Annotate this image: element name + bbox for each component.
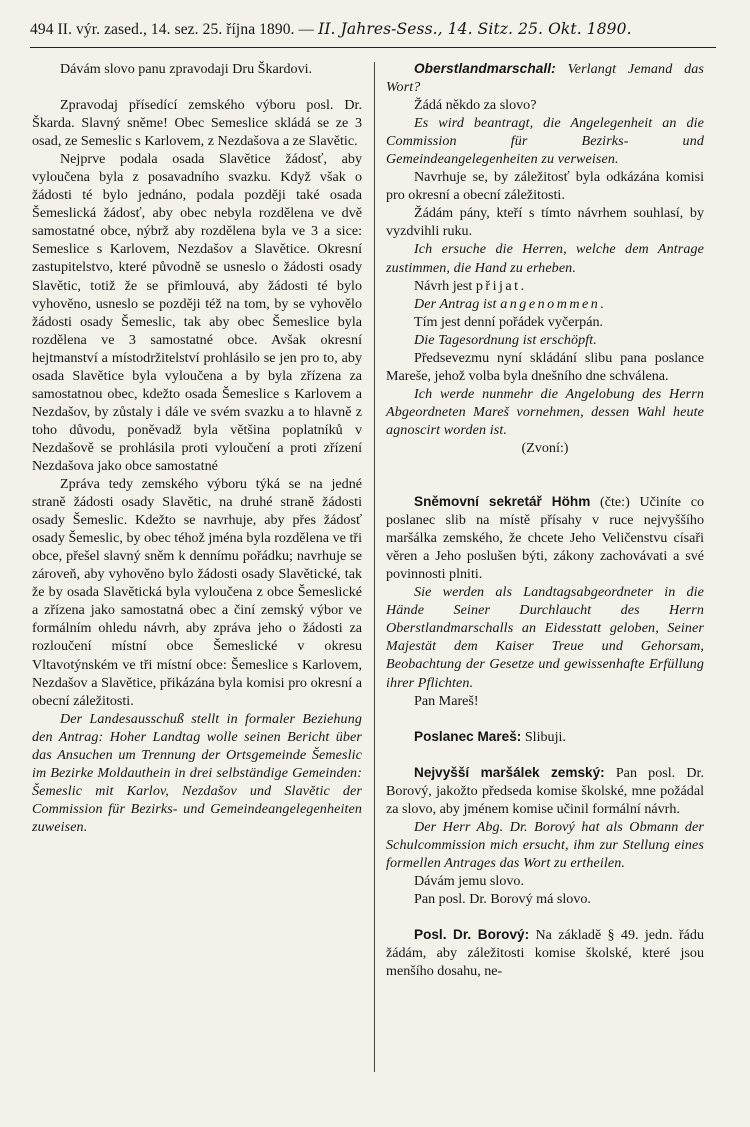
- page-header: [30, 20, 720, 44]
- right-paragraph: [386, 493, 704, 583]
- paragraph-text: Sie werden als Landtagsabgeordneter in die Hände Seiner Durchlaucht des Herrn Oberstlandmarschalls an Eidesstatt geloben, Seiner Majestät dem Kaiser Treue und Gehorsam, Beobachtung der Gesetze und gewissenhafte Erfüllung ihrer Pflichten.: [386, 584, 704, 691]
- paragraph-text: Zpráva tedy zemského výboru týká se na jedné straně žádosti osady Slavětic, na druhé straně žádosti osady Šemeslic. Kdežto se navrhuje, aby přes žádosť osady Šemeslic, by obec téhož jména byla rozdělena ve tři obce, přešel slavný sněm k dennímu pořádku; navrhuje se zároveň, aby vyhověno bylo žádosti osady Slavětické, tak že by osada Slavětická byla vyloučena z obce Šemeslické a zřízena jako samostatná obec a činí zemský výbor ve formálním ohledu návrh, aby zpráva jeho o žádosti za rozloučení místní obce Šemeslické v okresu Vltavotýnském ve tři místní obce: Šemeslice s Karlovem, Nezdašov a Slavětice, přikázána byla komisi pro okresní a obecní záležitosti.: [32, 476, 362, 709]
- right-paragraph: [386, 764, 704, 818]
- header-german: II. Jahres-Sess., 14. Sitz. 25. Okt. 1890.: [318, 20, 632, 38]
- right-paragraph: [386, 583, 704, 691]
- paragraph-text: Zpravodaj přísedící zemského výboru posl. Dr. Škarda. Slavný sněme! Obec Semeslice skládá se ze 3 osad, ze Semeslic s Karlovem, z Nezdašova a ze Slavětic.: [32, 97, 362, 150]
- right-paragraph: [386, 872, 704, 890]
- left-column: [32, 60, 362, 836]
- paragraph-text: Předsevezmu nyní skládání slibu pana poslance Mareše, jehož volba byla dnešního dne schválena.: [386, 349, 704, 384]
- header-rule: [30, 47, 716, 48]
- right-paragraph: [386, 168, 704, 204]
- paragraph-text: Návrh jest přijat.: [414, 277, 527, 294]
- paragraph-text: Pan Mareš!: [414, 692, 479, 709]
- paragraph-text: Ich ersuche die Herren, welche dem Antrage zustimmen, die Hand zu erheben.: [386, 241, 704, 276]
- speaker-name: Oberstlandmarschall:: [414, 61, 556, 76]
- left-paragraph: [32, 150, 362, 475]
- left-paragraph: [32, 60, 362, 78]
- paragraph-text: Pan posl. Dr. Borový má slovo.: [414, 890, 591, 907]
- right-paragraph: [386, 728, 704, 746]
- speaker-name: Poslanec Mareš:: [414, 728, 522, 744]
- right-paragraph: [386, 114, 704, 168]
- paragraph-text: Ich werde nunmehr die Angelobung des Herrn Abgeordneten Mareš vornehmen, dessen Wahl heute agnoscirt worden ist.: [386, 385, 704, 438]
- right-paragraph: [386, 60, 704, 96]
- right-paragraph: [386, 277, 704, 295]
- speaker-name: Posl. Dr. Borový:: [414, 927, 530, 943]
- speaker-name: Sněmovní sekretář Höhm: [414, 494, 591, 510]
- left-paragraph: [32, 96, 362, 150]
- right-paragraph: [386, 349, 704, 385]
- paragraph-text: Der Landesausschuß stellt in formaler Beziehung den Antrag: Hoher Landtag wolle seinen Bericht über das Ansuchen um Trennung der Ortsgemeinde Šemeslic im Bezirke Moldauthein in drei selbständige Gemeinden: Šemeslic mit Karlov, Nezdašov und Slavětic der Commission für Bezirks- und Gemeindeangelegenheiten zuweisen.: [32, 710, 362, 835]
- paragraph-text: Dávám slovo panu zpravodaji Dru Škardovi.: [60, 61, 313, 77]
- right-paragraph: [386, 926, 704, 980]
- paragraph-text: Die Tagesordnung ist erschöpft.: [414, 331, 597, 348]
- paragraph-text: Pan posl. Dr. Borový, jakožto předseda komise školské, mne požádal za slovo, aby jménem komise učinil formální návrh.: [386, 764, 704, 817]
- right-paragraph: [386, 240, 704, 276]
- page-number: 494: [30, 21, 54, 38]
- column-divider: [374, 62, 375, 1072]
- header-czech: II. výr. zased., 14. sez. 25. října 1890.: [57, 21, 295, 38]
- left-paragraph: [32, 475, 362, 710]
- paragraph-text: Navrhuje se, by záležitosť byla odkázána komisi pro okresní a obecní záležitosti.: [386, 169, 704, 204]
- paragraph-text: Žádá někdo za slovo?: [414, 97, 537, 114]
- right-paragraph: [386, 439, 704, 457]
- paragraph-text: (čte:) Učiníte co poslanec slib na místě přísahy v ruce nejvyššího maršálka zemského, že chcete Jeho Veličenstvu císaři věren a Jeho poslušen býti, zákony zachovávati a své povinnosti plniti.: [386, 494, 704, 583]
- paragraph-text: Dávám jemu slovo.: [414, 872, 524, 889]
- right-paragraph: [386, 692, 704, 710]
- paragraph-text: Tím jest denní pořádek vyčerpán.: [414, 313, 604, 330]
- right-paragraph: [386, 890, 704, 908]
- right-paragraph: [386, 331, 704, 349]
- paragraph-text: Der Antrag ist angenommen.: [414, 295, 607, 312]
- right-paragraph: [386, 818, 704, 872]
- left-paragraph: [32, 710, 362, 836]
- paragraph-text: Es wird beantragt, die Angelegenheit an die Commission für Bezirks- und Gemeindeangelegenheiten zu verweisen.: [386, 115, 704, 168]
- paragraph-text: (Zvoní:): [521, 439, 569, 456]
- paragraph-text: Slibuji.: [524, 728, 566, 745]
- right-paragraph: [386, 313, 704, 331]
- speaker-name: Nejvyšší maršálek zemský:: [414, 764, 605, 780]
- paragraph-text: Verlangt Jemand das Wort?: [386, 61, 704, 96]
- header-dash: —: [298, 21, 315, 38]
- paragraph-text: Žádám pány, kteří s tímto návrhem souhlasí, by vyzdvihli ruku.: [386, 205, 704, 240]
- right-paragraph: [386, 204, 704, 240]
- paragraph-text: Na základě § 49. jedn. řádu žádám, aby záležitosti komise školské, které jsou menšího dosahu, ne-: [386, 927, 704, 980]
- right-paragraph: [386, 385, 704, 439]
- right-column: [386, 60, 704, 980]
- paragraph-text: Der Herr Abg. Dr. Borový hat als Obmann der Schulcommission mich ersucht, ihm zur Stellung eines formellen Antrages das Wort zu ertheilen.: [386, 818, 704, 871]
- right-paragraph: [386, 295, 704, 313]
- paragraph-text: Nejprve podala osada Slavětice žádosť, aby vyloučena byla z posavadního svazku. Když však o žádosti té bylo jednáno, podala později také osada Šemeslická žádosť, aby obec nebyla rozdělena ve dvě samostatné obce, nýbrž aby rozdělena byla ve 3 a sice: Semeslice s Karlovem, Nezdašov a Slavětice. Okresní zastupitelstvo, které původně se usneslo o žádosti osady Slavětic, totiž že se přimlouvá, aby žádosti té bylo vyhověno, usneslo se později též na tom, by se vyhovělo žádosti osady Šemeslic, tak aby obec Šemeslice byla rozdělena ve 3 samostatné obce. Avšak okresní hejtmanství a místodržitelství prohlásilo se jen pro to, aby osada Slavětice byla vyloučena a by byla zřízena za samostatnou obec, kdežto osada Šemeslice s Karlovem a Nezdašov, by zůstaly i dále ve svém svazku a to hlavně z toho důvodu, poněvadž byla většina poplatníků v Nezdašově se prohlásila proti vyloučení a proti zřízení Nezdašova jako obce samostatné: [32, 151, 362, 474]
- right-paragraph: [386, 96, 704, 114]
